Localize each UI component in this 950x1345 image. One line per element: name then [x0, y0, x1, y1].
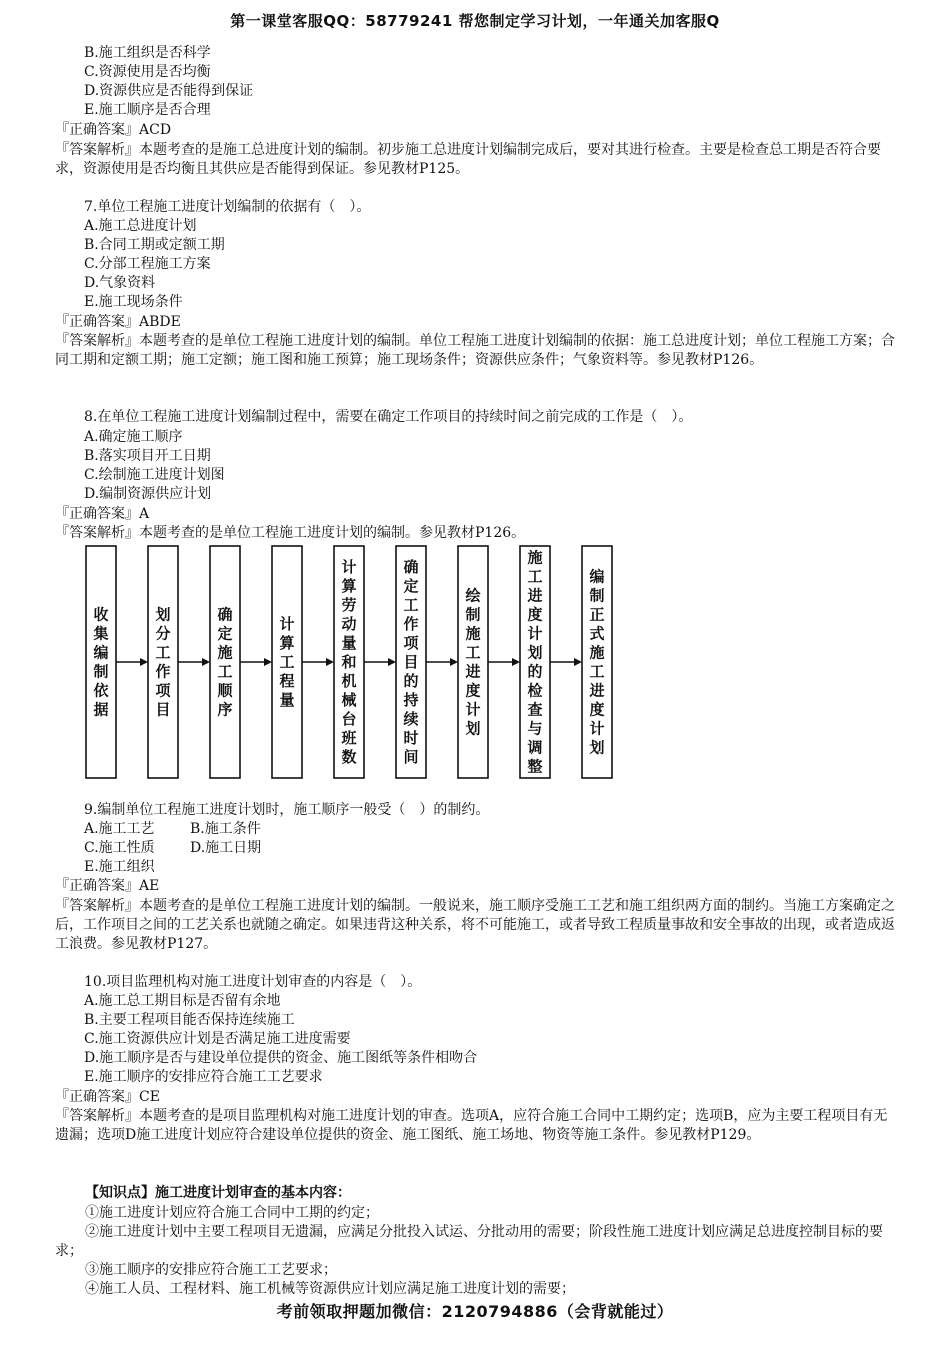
- page-header-banner: 第一课堂客服QQ：58779241 帮您制定学习计划，一年通关加客服Q: [230, 12, 720, 30]
- q9-options-row-1: [84, 820, 261, 839]
- q9-question: 9.编制单位工程施工进度计划时，施工顺序一般受（ ）的制约。: [84, 802, 490, 818]
- q7-option-b: B.合同工期或定额工期: [84, 237, 225, 253]
- q10-question: 10.项目监理机构对施工进度计划审查的内容是（ ）。: [84, 974, 422, 990]
- flow-arrow-head: [326, 658, 334, 666]
- flow-diagram: [80, 541, 625, 786]
- flow-step-label: 确定施工顺序: [217, 605, 233, 719]
- flow-arrow-head: [264, 658, 272, 666]
- flow-step-label: 计算工程量: [279, 614, 295, 709]
- q10-answer: 『正确答案』CE: [55, 1089, 160, 1105]
- q6-option-e: E.施工顺序是否合理: [84, 102, 211, 118]
- q7-option-a: A.施工总进度计划: [84, 218, 197, 234]
- q10-analysis: 『答案解析』本题考查的是项目监理机构对施工进度计划的审查。选项A，应符合施工合同中工期约定；选项B，应为主要工程项目有无遗漏；选项D施工进度计划应符合建设单位提供的资金、施工图纸、施工场地、物资等施工条件。参见教材P129。: [55, 1108, 888, 1143]
- page-footer-banner: 考前领取押题加微信：2120794886（会背就能过）: [276, 1302, 674, 1321]
- flow-step-label: 计算劳动量和机械台班数: [341, 557, 357, 766]
- q10-option-c: C.施工资源供应计划是否满足施工进度需要: [84, 1031, 351, 1047]
- q9-answer: 『正确答案』AE: [55, 878, 160, 894]
- q7-option-e: E.施工现场条件: [84, 294, 183, 310]
- flow-step-label: 划分工作项目: [155, 605, 171, 719]
- flow-step-7: [458, 546, 488, 778]
- q8-option-b: B.落实项目开工日期: [84, 448, 211, 464]
- q10-option-e: E.施工顺序的安排应符合施工工艺要求: [84, 1069, 323, 1085]
- knowledge-title: 【知识点】施工进度计划审查的基本内容：: [85, 1185, 351, 1201]
- flow-step-3: [210, 546, 240, 778]
- flow-arrow-head: [450, 658, 458, 666]
- knowledge-item-4: ④施工人员、工程材料、施工机械等资源供应计划应满足施工进度计划的需要；: [85, 1281, 575, 1297]
- q7-analysis: 『答案解析』本题考查的是单位工程施工进度计划的编制。单位工程施工进度计划编制的依据：施工总进度计划；单位工程施工方案；合同工期和定额工期；施工定额；施工图和施工预算；施工现场条件；资源供应条件；气象资料等。参见教材P126。: [55, 333, 895, 368]
- q7-option-c: C.分部工程施工方案: [84, 256, 211, 272]
- flow-step-6: [396, 546, 426, 778]
- q8-answer: 『正确答案』A: [55, 506, 150, 522]
- flow-arrow-head: [388, 658, 396, 666]
- knowledge-item-3: ③施工顺序的安排应符合施工工艺要求；: [85, 1262, 337, 1278]
- flow-step-8: [520, 546, 550, 778]
- q9-option-a: A.施工工艺: [84, 821, 155, 837]
- flow-arrow-head: [512, 658, 520, 666]
- q6-option-d: D.资源供应是否能得到保证: [84, 83, 254, 99]
- q8-analysis: 『答案解析』本题考查的是单位工程施工进度计划的编制。参见教材P126。: [55, 525, 526, 541]
- q7-answer: 『正确答案』ABDE: [55, 314, 181, 330]
- q8-option-c: C.绘制施工进度计划图: [84, 467, 225, 483]
- q8-option-a: A.确定施工顺序: [84, 429, 183, 445]
- flow-step-label: 绘制施工进度计划: [465, 586, 481, 738]
- flow-step-4: [272, 546, 302, 778]
- flow-arrow-head: [574, 658, 582, 666]
- q6-option-b: B.施工组织是否科学: [84, 45, 211, 61]
- q9-option-e: E.施工组织: [84, 859, 155, 875]
- q9-option-b: B.施工条件: [190, 821, 261, 837]
- q6-option-c: C.资源使用是否均衡: [84, 64, 211, 80]
- q10-option-d: D.施工顺序是否与建设单位提供的资金、施工图纸等条件相吻合: [84, 1050, 478, 1066]
- knowledge-item-2: ②施工进度计划中主要工程项目无遗漏，应满足分批投入试运、分批动用的需要；阶段性施工进度计划应满足总进度控制目标的要求；: [55, 1224, 883, 1259]
- flow-arrow-head: [202, 658, 210, 666]
- q10-option-a: A.施工总工期目标是否留有余地: [84, 993, 281, 1009]
- q7-option-d: D.气象资料: [84, 275, 156, 291]
- flow-step-5: [334, 546, 364, 778]
- flow-step-label: 确定工作项目的持续时间: [403, 557, 419, 766]
- flow-step-label: 收集编制依据: [93, 605, 109, 719]
- q8-option-d: D.编制资源供应计划: [84, 486, 212, 502]
- flow-arrow-head: [140, 658, 148, 666]
- q7-question: 7.单位工程施工进度计划编制的依据有（ ）。: [84, 199, 371, 215]
- q9-options-row-2: [84, 839, 261, 858]
- q9-option-c: C.施工性质: [84, 840, 155, 856]
- flow-step-9: [582, 546, 612, 778]
- flow-step-label: 编制正式施工进度计划: [589, 567, 605, 757]
- flow-step-2: [148, 546, 178, 778]
- q8-question: 8.在单位工程施工进度计划编制过程中，需要在确定工作项目的持续时间之前完成的工作是（ ）。: [84, 409, 693, 425]
- q6-analysis: 『答案解析』本题考查的是施工总进度计划的编制。初步施工总进度计划编制完成后，要对其进行检查。主要是检查总工期是否符合要求，资源使用是否均衡且其供应是否能得到保证。参见教材P125。: [55, 142, 881, 177]
- knowledge-item-1: ①施工进度计划应符合施工合同中工期的约定；: [85, 1205, 379, 1221]
- flow-step-label: 施工进度计划的检查与调整: [527, 548, 543, 776]
- q6-answer: 『正确答案』ACD: [55, 122, 172, 138]
- q9-option-d: D.施工日期: [190, 840, 262, 856]
- flow-step-1: [86, 546, 116, 778]
- q9-analysis: 『答案解析』本题考查的是单位工程施工进度计划的编制。一般说来，施工顺序受施工工艺和施工组织两方面的制约。当施工方案确定之后，工作项目之间的工艺关系也就随之确定。如果违背这种关系，将不可能施工，或者导致工程质量事故和安全事故的出现，或者造成返工浪费。参见教材P127。: [55, 898, 895, 952]
- q10-option-b: B.主要工程项目能否保持连续施工: [84, 1012, 295, 1028]
